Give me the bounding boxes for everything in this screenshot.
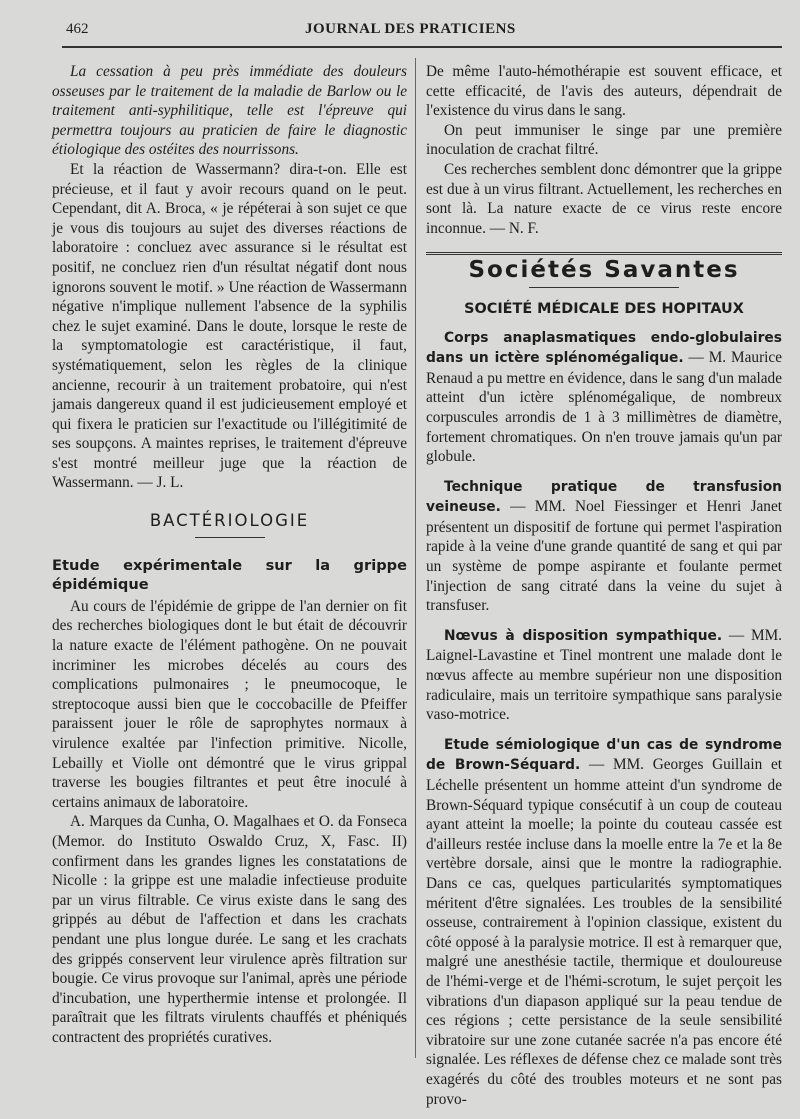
right-column: [426, 62, 782, 1119]
section-heading-bacteriologie: BACTÉRIOLOGIE: [149, 511, 310, 531]
article-title-grippe: Etude expérimentale sur la grippe épidémique: [52, 556, 407, 594]
wassermann-paragraph: Et la réaction de Wassermann? dira-t-on. Elle est précieuse, et il faut y avoir recours quand on le peut. Cependant, dit A. Broca, « je répéterai à son sujet ce que je vous dis toujours au sujet des diverses réactions de laboratoire : concluez avec assurance si le résultat est positif, ne concluez rien d'un résultat négatif dont nous ignorons souvent le motif. » Une réaction de Wassermann négative n'implique nullement l'absence de la syphilis chez le sujet examiné. Dans le doute, lorsque le reste de la symptomatologie est caractéristique, il faut, systématiquement, selon les règles de la clinique ancienne, recourir à un traitement probatoire, qui n'est jamais dangereux quand il est judicieusement employé et qui fixera le praticien sur l'exactitude ou l'illégitimité de ses soupçons. A maintes reprises, le traitement d'épreuve s'est montré meilleur juge que la réaction de Wassermann. — J. L.: [52, 160, 407, 492]
journal-title: JOURNAL DES PRATICIENS: [305, 21, 516, 37]
abstract-body: — MM. Noel Fiessinger et Henri Janet présentent un dispositif de fortune qui permet l'aspiration rapide à la veine d'une grande quantité de sang et qui par un système de pompe aspirante et foulante permet l'injection de sang citraté dans la veine du sujet à transfuser.: [426, 498, 782, 615]
abstract-body: — M. Maurice Renaud a pu mettre en évidence, dans le sang d'un malade atteint d'un ictère splénomégalique, de nombreux corpuscules arrondis de 1 à 3 millimètres de diamètre, fortement chromatiques. On n'en trouve jamais qu'un par globule.: [426, 349, 782, 466]
page-number: 462: [66, 21, 89, 37]
abstract-noevus: [426, 626, 782, 725]
abstract-brown-sequard: [426, 735, 782, 1109]
abstract-title: Technique pratique de transfusion veineuse.: [426, 478, 782, 516]
double-rule: [426, 252, 782, 255]
abstract-title: Corps anaplasmatiques endo-globulaires dans un ictère splénomégalique.: [426, 329, 782, 367]
italic-conclusion-paragraph: La cessation à peu près immédiate des douleurs osseuses par le traitement de la maladie de Barlow ou le traitement anti-syphilitique, telle est l'épreuve qui permettra toujours au praticien de faire le diagnostic étiologique des ostéites des nourrissons.: [52, 63, 407, 159]
societe-medicale-heading: SOCIÉTÉ MÉDICALE DES HOPITAUX: [464, 300, 744, 317]
abstract-title: Etude sémiologique d'un cas de syndrome de Brown-Séquard.: [426, 736, 782, 774]
right-paragraph-1: De même l'auto-hémothérapie est souvent efficace, et cette efficacité, de l'avis des auteurs, dépendrait de l'existence du virus dans le sang.: [426, 63, 782, 120]
article-paragraph-1: Au cours de l'épidémie de grippe de l'an dernier on fit des recherches biologiques dont le but était de découvrir la nature exacte de l'élément pathogène. On ne pouvait incriminer les microbes décelés au cours des complications pulmonaires ; le pneumocoque, le streptocoque aussi bien que le coccobacille de Pfeiffer paraissent jouer le rôle de saprophytes normaux à virulence exaltée par l'infection primitive. Nicolle, Lebailly et Violle ont démontré que le virus grippal traverse les bougies filtrantes et peut être inoculé à certains animaux de laboratoire.: [52, 597, 407, 811]
column-divider: [415, 58, 416, 1058]
article-paragraph-2: A. Marques da Cunha, O. Magalhaes et O. da Fonseca (Memor. do Instituto Oswaldo Cruz, X, Fasc. II) confirment dans les grandes lignes les constatations de Nicolle : la grippe est une maladie infectieuse produite par un virus filtrable. Ce virus existe dans le sang des grippés au début de l'affection et dans les crachats pendant une plus longue durée. Le sang et les crachats des grippés conservent leur virulence après filtration sur bougie. Ce virus provoque sur l'animal, après une période d'incubation, une hyperthermie intense et prolongée. Il paraîtrait que les filtrats virulents chauffés et phéniqués contractent des propriétés curatives.: [52, 813, 407, 1046]
societes-savantes-heading: Sociétés Savantes: [468, 257, 740, 284]
abstract-body: — MM. Laignel-Lavastine et Tinel montrent une malade dont le nœvus affecte au membre supérieur non une disposition radiculaire, mais un territoire sympathique sans paralysie vaso-motrice.: [426, 626, 782, 724]
header-rule: [62, 46, 782, 48]
abstract-body: — MM. Georges Guillain et Léchelle présentent un homme atteint d'un syndrome de Brown-Séquard typique consécutif à un coup de couteau ayant atteint la moelle; la pointe du couteau cassée est d'ailleurs restée incluse dans la moelle entre la 7e et la 8e vertèbre dorsale, ainsi que le montre la radiographie. Dans ce cas, quelques particularités symptomatiques méritent d'être signalées. Les troubles de la sensibilité osseuse, contrairement à l'opinion classique, existent du côté opposé à la paralysie motrice. Il est à remarquer que, malgré une anesthésie tactile, thermique et douloureuse de l'hémi-verge et de l'hémi-scrotum, le sujet perçoit les vibrations d'un diapason appliqué sur la peau tendue de ces régions ; cette persistance de la seule sensibilité vibratoire sur une zone cutanée sacrée n'a pas encore été signalée. Les réflexes de défense chez ce malade sont très exagérés du côté des troubles moteurs et ne sont pas provo-: [426, 756, 783, 1108]
abstract-anaplasmatiques: [426, 328, 782, 467]
left-column: [52, 62, 407, 1048]
right-paragraph-3: Ces recherches semblent donc démontrer que la grippe est due à un virus filtrant. Actuellement, les recherches en sont là. La nature exacte de ce virus reste encore inconnue. — N. F.: [426, 160, 782, 237]
heading-short-rule: [529, 287, 679, 288]
abstract-title: Nœvus à disposition sympathique.: [444, 627, 723, 644]
section-heading-rule: [195, 537, 265, 538]
right-paragraph-2: On peut immuniser le singe par une première inoculation de crachat filtré.: [426, 121, 782, 159]
abstract-transfusion: [426, 477, 782, 616]
